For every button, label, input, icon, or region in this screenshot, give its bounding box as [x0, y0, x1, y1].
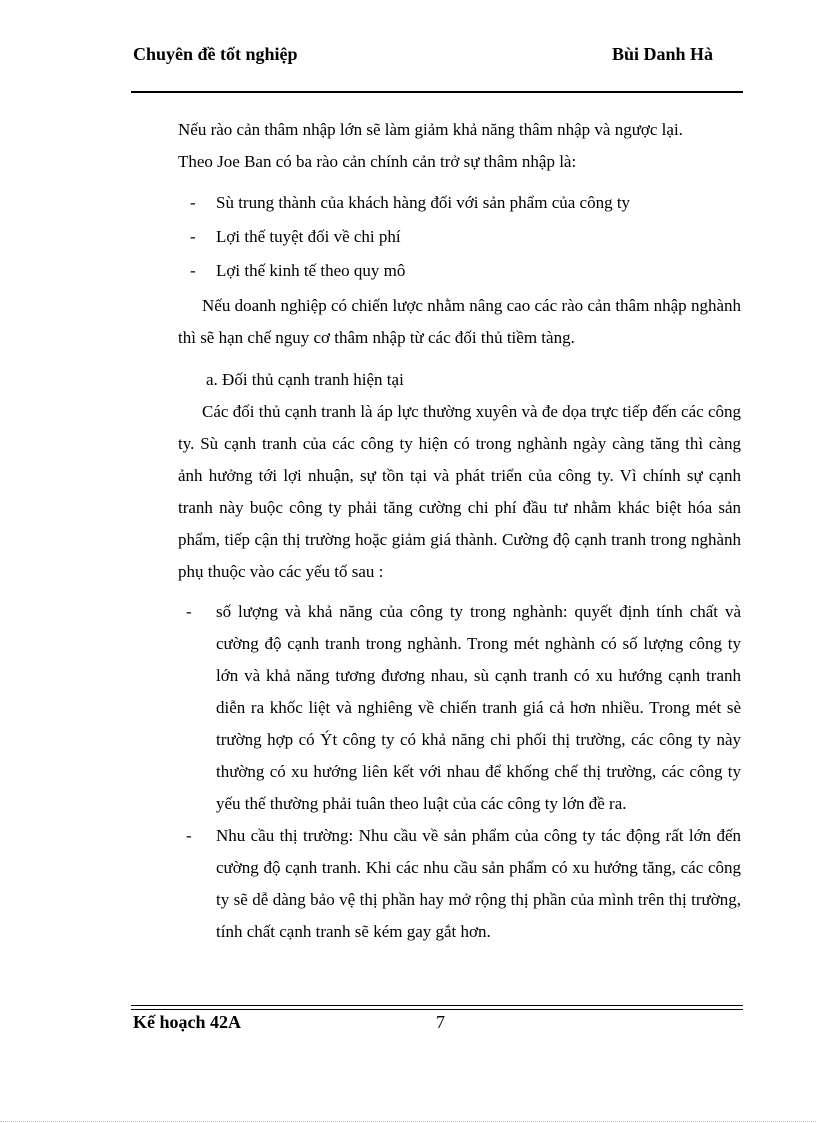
barrier-text: Lợi thế kinh tế theo quy mô: [216, 261, 406, 280]
factor-text: số lượng và khả năng của công ty trong nghành: quyết định tính chất và cường độ cạnh tranh trong nghành. Trong mét nghành có số lượng công ty lớn và khả năng tương đương nhau, sù cạnh tranh có xu hướng cạnh tranh diễn ra khốc liệt và nghiêng về chiến tranh giá cả hơn nhiều. Trong mét sè trường hợp có Ýt công ty có khả năng chi phối thị trường, các công ty này thường có xu hướng liên kết với nhau để khống chế thị trường, các công ty yếu thế thường phải tuân theo luật của các công ty lớn đề ra.: [216, 602, 741, 813]
document-body: [178, 114, 741, 948]
factor-text: Nhu cầu thị trường: Nhu cầu về sản phẩm của công ty tác động rất lớn đến cường độ cạnh tranh. Khi các nhu cầu sản phẩm có xu hướng tăng, các công ty sẽ dễ dàng bảo vệ thị phần hay mở rộng thị phần của mình trên thị trường, tính chất cạnh tranh sẽ kém gay gắt hơn.: [216, 826, 741, 941]
footer-label: Kế hoạch 42A: [133, 1012, 241, 1032]
header-author: Bùi Danh Hà: [611, 44, 713, 64]
list-item: [178, 820, 741, 948]
barrier-list: [178, 186, 741, 288]
factor-list: [178, 596, 741, 948]
page-header: [133, 44, 713, 72]
barrier-text: Sù trung thành của khách hàng đối với sản phẩm của công ty: [216, 193, 631, 212]
strategy-paragraph: Nếu doanh nghiệp có chiến lược nhằm nâng cao các rào cản thâm nhập nghành thì sẽ hạn chế nguy cơ thâm nhập từ các đối thủ tiềm tàng.: [178, 296, 741, 347]
header-title: Chuyên đề tốt nghiệp: [133, 44, 298, 64]
page-number: 7: [436, 1012, 445, 1032]
competitors-paragraph: Các đối thủ cạnh tranh là áp lực thường xuyên và đe dọa trực tiếp đến các công ty. Sù cạnh tranh của các công ty hiện có trong nghành ngày càng tăng thì càng ảnh hưởng tới lợi nhuận, sự tồn tại và phát triển của công ty. Vì chính sự cạnh tranh này buộc công ty phải tăng cường chi phí đầu tư nhằm khác biệt hóa sản phẩm, tiếp cận thị trường hoặc giảm giá thành. Cường độ cạnh tranh trong nghành phụ thuộc vào các yếu tố sau :: [178, 402, 741, 581]
bullet-dash: -: [186, 826, 192, 845]
footer-rule: [131, 1005, 743, 1010]
bullet-dash: -: [190, 261, 196, 280]
bullet-dash: -: [186, 602, 192, 621]
list-item: [178, 254, 741, 288]
bullet-dash: -: [190, 193, 196, 212]
page-edge: [0, 1121, 816, 1122]
bullet-dash: -: [190, 227, 196, 246]
barrier-text: Lợi thế tuyệt đối về chi phí: [216, 227, 401, 246]
list-item: [178, 186, 741, 220]
header-rule: [131, 91, 743, 93]
intro-line-2: Theo Joe Ban có ba rào cản chính cản trở sự thâm nhập là:: [178, 152, 577, 171]
list-item: [178, 596, 741, 820]
section-subheading: a. Đối thủ cạnh tranh hiện tại: [206, 370, 404, 389]
list-item: [178, 220, 741, 254]
intro-line-1: Nếu rào cản thâm nhập lớn sẽ làm giảm khả năng thâm nhập và ngược lại.: [178, 120, 683, 139]
